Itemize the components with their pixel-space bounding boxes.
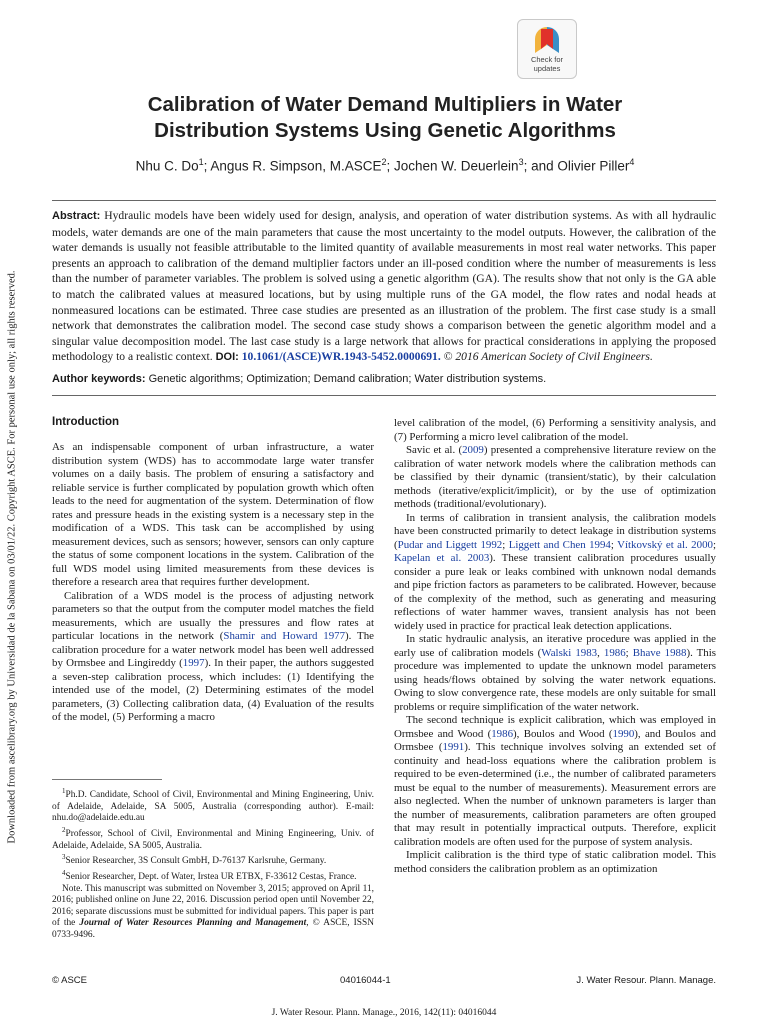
author-2-affil: 2 (381, 157, 387, 167)
paragraph: In static hydraulic analysis, an iterative procedure was applied in the early use of calibration models (Walski 1983, 1986; Bhave 1988). This procedure was implemented to update the unknown model parameters using heads/flows obtained by solving the water network equations. Owing to slow convergence rate, these models are only suitable for small problems or require simplification of the water network. (394, 633, 717, 713)
journal-name: Journal of Water Resources Planning and Management (79, 918, 307, 929)
footnote: $^4$Senior Researcher, Dept. of Water, Irstea UR ETBX, F-33612 Cestas, France. (62, 868, 357, 883)
title-line-2: Distribution Systems Using Genetic Algorithms (154, 119, 616, 142)
abstract-top-rule (52, 200, 716, 201)
author-list (40, 157, 730, 174)
keywords-bottom-rule (52, 395, 716, 396)
citation-link[interactable]: Vítkovský et al. 2000 (617, 538, 713, 551)
abstract-label: Abstract: (52, 210, 101, 222)
copyright-notice: © 2016 American Society of Civil Engineers. (443, 350, 653, 364)
author-1-affil: 1 (198, 157, 204, 167)
citation-link[interactable]: 1986 (491, 727, 514, 740)
author-4: ; and Olivier Piller (523, 158, 630, 174)
citation-link[interactable]: 1991 (442, 741, 465, 753)
citation-link[interactable]: Pudar and Liggett 1992 (397, 538, 503, 551)
footer-article-number: 04016044-1 (340, 975, 391, 986)
citation-line: J. Water Resour. Plann. Manage., 2016, 142(11): 04016044 (271, 1008, 497, 1018)
badge-label-2: updates (533, 64, 561, 73)
doi-link[interactable]: 10.1061/(ASCE)WR.1943-5452.0000691. (241, 350, 441, 364)
footer-publisher: © ASCE (52, 975, 87, 986)
paragraph: In terms of calibration in transient analysis, the calibration models have been constructed primarily to detect leakage in distribution systems (Pudar and Liggett 1992; Liggett and Chen 1994; Vítkovský et al. 2000; Kapelan et al. 2003). These transient calibration procedures usually consider a pure leak or leaks combined with unknown nodal demands and pipe friction factors as parameters to be calibrated. However, because of the complexity of the method, such as generating and measuring reflections of water hammer waves, transient analysis has not been widely used in practice for practical leak detection applications. (394, 511, 716, 632)
paragraph: As an indispensable component of urban infrastructure, a water distribution system (WDS) has to accommodate large water transfer volumes on a daily basis. The problem of ensuring a satisfactory and reliable service is further complicated by population growth which often leads to the need for augmentation of the system. Determination of flow rates and pressure heads in the existing system is a necessary step in the modification of a WDS. This task can be accomplished by using measurement devices, such as sensors; however, sensors can only capture the status of some component locations in the system. Calibration of the full WDS model using limited measurements from these devices is therefore a research area that requires further development. (52, 441, 374, 588)
paper-title (60, 92, 710, 144)
author-3-affil: 3 (518, 157, 524, 167)
citation-link[interactable]: Kapelan et al. 2003 (394, 552, 490, 564)
footer-journal: J. Water Resour. Plann. Manage. (576, 975, 716, 986)
doi-label: DOI: (215, 351, 239, 364)
section-heading-introduction: Introduction (52, 416, 120, 428)
right-column (394, 417, 716, 876)
keywords-label: Author keywords: (52, 373, 146, 385)
crossmark-icon (533, 25, 561, 55)
paragraph: Savic et al. (2009) presented a comprehensive literature review on the calibration of water network models where the calibration methods can be classified by their dynamic (transient/static), by their calculation methods (iterative/explicit/implicit), or by the use of optimization methods (traditional/evolutionary). (394, 444, 716, 510)
author-1: Nhu C. Do (135, 158, 199, 174)
paragraph: level calibration of the model, (6) Performing a sensitivity analysis, and (7) Performing a micro level calibration of the model. (394, 417, 716, 443)
abstract (52, 208, 716, 366)
abstract-text: Hydraulic models have been widely used for design, analysis, and operation of water distribution systems. As with all hydraulic models, water demands are one of the main parameters that cause the most uncertainty to the model outputs. However, the calibration of the water demands is usually not feasible attributable to the limited quantity of available measurements in most real water networks. This paper presents an approach to calibration of the demand multiplier factors under an ill-posed condition where the number of measurements is less than the number of parameter variables. The problem is solved using a genetic algorithm (GA). The results show that not only is the GA able to match the calibrated values at measured locations, but by using multiple runs of the GA model, the flow rates and nodal heads at nonmeasured locations can be estimated. Three case studies are presented as an illustration of the problem. The first case study is a small network that demonstrates the calibration model. The second case study shows a comparison between the genetic algorithm model and a singular value decomposition model. The last case study is a large network that allows for practical considerations in applying the proposed methodology to a realistic context. (52, 209, 716, 364)
author-2: ; Angus R. Simpson, M.ASCE (203, 158, 382, 174)
citation-link[interactable]: 2009 (462, 444, 484, 456)
citation-link[interactable]: Bhave 1988 (632, 646, 687, 659)
paragraph: Implicit calibration is the third type of static calibration model. This method considers the calibration problem as an optimization (394, 849, 716, 875)
footnote: $^1$Ph.D. Candidate, School of Civil, Environmental and Mining Engineering, Univ. of Adelaide, Adelaide, SA 5005, Australia (corresponding author). E-mail: nhu.do@adelaide.edu.au (52, 787, 374, 824)
citation-link[interactable]: Liggett and Chen 1994 (508, 538, 611, 551)
footnote: $^2$Professor, School of Civil, Environmental and Mining Engineering, Univ. of Adelaide, Adelaide, SA 5005, Australia. (52, 825, 374, 851)
keywords-text: Genetic algorithms; Optimization; Demand calibration; Water distribution systems. (148, 373, 547, 385)
citation-link[interactable]: 1990 (612, 727, 635, 740)
author-keywords (52, 373, 716, 385)
citation-link[interactable]: 1997 (182, 657, 205, 669)
footnote: $^3$Senior Researcher, 3S Consult GmbH, D-76137 Karlsruhe, Germany. (62, 853, 327, 867)
left-column (52, 441, 374, 725)
badge-label-1: Check for (530, 55, 564, 64)
citation-link[interactable]: 1986 (603, 646, 626, 659)
title-line-1: Calibration of Water Demand Multipliers in Water (147, 93, 623, 116)
author-4-affil: 4 (629, 157, 635, 167)
paragraph: The second technique is explicit calibration, which was employed in Ormsbee and Wood (1986), Boulos and Wood (1990), and Boulos and Ormsbee (1991). This technique involves solving an extended set of continuity and head-loss equations where the calibration problem is required to be even-determined (i.e., the number of calibrated parameters must be equal to the number of measurements). Measurement errors are also neglected. When the number of unknown parameters is larger than the number of measurements, calibration parameters are often grouped that may result in potentially impractical outputs. Therefore, explicit calibration models are often used for the purpose of system analysis. (394, 714, 716, 848)
download-notice: Downloaded from ascelibrary.org by Universidad de la Sabana on 03/01/22. Copyright ASCE. For personal use only; all rights reserved. (6, 270, 18, 844)
footnotes (52, 786, 374, 942)
paragraph: Calibration of a WDS model is the process of adjusting network parameters so that the output from the computer model matches the field measurements, which are usually the pressures and flow rates at particular locations in the network (Shamir and Howard 1977). The calibration procedure for a water network model has been well addressed by Ormsbee and Lingireddy (1997). In their paper, the authors suggested a seven-step calibration process, which includes: (1) Identifying the intended use of the model, (2) Determining estimates of the model parameters, (3) Collecting calibration data, (4) Evaluation of the results of the model, (5) Performing a macro (52, 589, 374, 723)
submission-note: Note. This manuscript was submitted on November 3, 2015; approved on April 11, 2016; published online on June 22, 2016. Discussion period open until November 22, 2016; separate discussions must be submitted for individual papers. This paper is part of the Journal of Water Resources Planning and Management, © ASCE, ISSN 0733-9496. (52, 883, 374, 941)
citation-link[interactable]: Shamir and Howard 1977 (223, 630, 346, 642)
citation-link[interactable]: Walski 1983 (541, 646, 598, 659)
check-for-updates-button[interactable] (517, 19, 577, 79)
author-3: ; Jochen W. Deuerlein (386, 158, 519, 174)
footnote-divider (52, 779, 162, 780)
